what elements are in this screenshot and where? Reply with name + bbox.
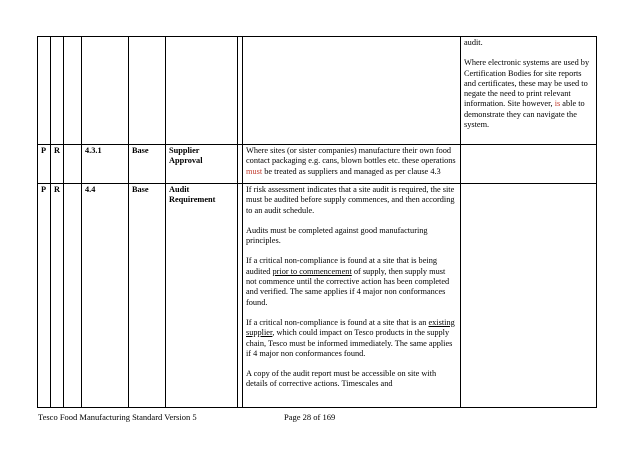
table-row [38, 145, 597, 184]
highlight-text: is [554, 99, 561, 109]
guidance-text: audit. [464, 38, 483, 47]
cell-guidance [461, 37, 597, 145]
cell-level: Base [129, 145, 166, 184]
cell [166, 37, 238, 145]
cell [461, 184, 597, 408]
cell-r: R [51, 184, 64, 408]
cell-clause: 4.4 [82, 184, 129, 408]
cell-p: P [38, 145, 51, 184]
cell [38, 37, 51, 145]
requirements-table [37, 36, 597, 408]
highlight-text: must [246, 166, 263, 176]
table-row [38, 184, 597, 408]
paragraph: Audits must be completed against good manufacturing principles. [246, 225, 428, 246]
guidance-text: Where electronic systems are used by Certification Bodies for site reports and certificates, these may be used to negate the need to print relevant information. Site however, is able to demonstrate they can navigate the system. [464, 58, 590, 130]
table-row [38, 37, 597, 145]
cell [82, 37, 129, 145]
cell-title: Supplier Approval [166, 145, 238, 184]
page-number: Page 28 of 169 [284, 412, 336, 422]
cell [129, 37, 166, 145]
cell-requirement: Where sites (or sister companies) manufacture their own food contact packaging e.g. cans, blown bottles etc. these operations must be treated as suppliers and managed as per clause 4.3 [243, 145, 461, 184]
underlined-text: prior to commencement [272, 266, 352, 276]
cell-requirement [243, 184, 461, 408]
paragraph: If risk assessment indicates that a site audit is required, the site must be audited before supply commences, and then according to an audit schedule. [246, 185, 455, 215]
paragraph: If a critical non-compliance is found at a site that is an existing supplier, which could impact on Tesco products in the supply chain, Tesco must be informed immediately. The same applies if 4 major non conformances found. [246, 317, 455, 358]
cell [64, 145, 82, 184]
cell [64, 184, 82, 408]
cell-clause: 4.3.1 [82, 145, 129, 184]
cell [461, 145, 597, 184]
cell [64, 37, 82, 145]
cell [51, 37, 64, 145]
footer-left: Tesco Food Manufacturing Standard Version 5 [38, 412, 197, 422]
underlined-text: existing supplier [246, 317, 455, 338]
paragraph: A copy of the audit report must be accessible on site with details of corrective actions. Timescales and [246, 369, 437, 389]
paragraph: If a critical non-compliance is found at a site that is being audited prior to commencement of supply, then supply must not commence until the corrective action has been completed and verified. The same applies if 4 major non conformances found. [246, 256, 450, 307]
cell-r: R [51, 145, 64, 184]
cell [243, 37, 461, 145]
cell-title: Audit Requirement [166, 184, 238, 408]
cell-level: Base [129, 184, 166, 408]
cell-p: P [38, 184, 51, 408]
